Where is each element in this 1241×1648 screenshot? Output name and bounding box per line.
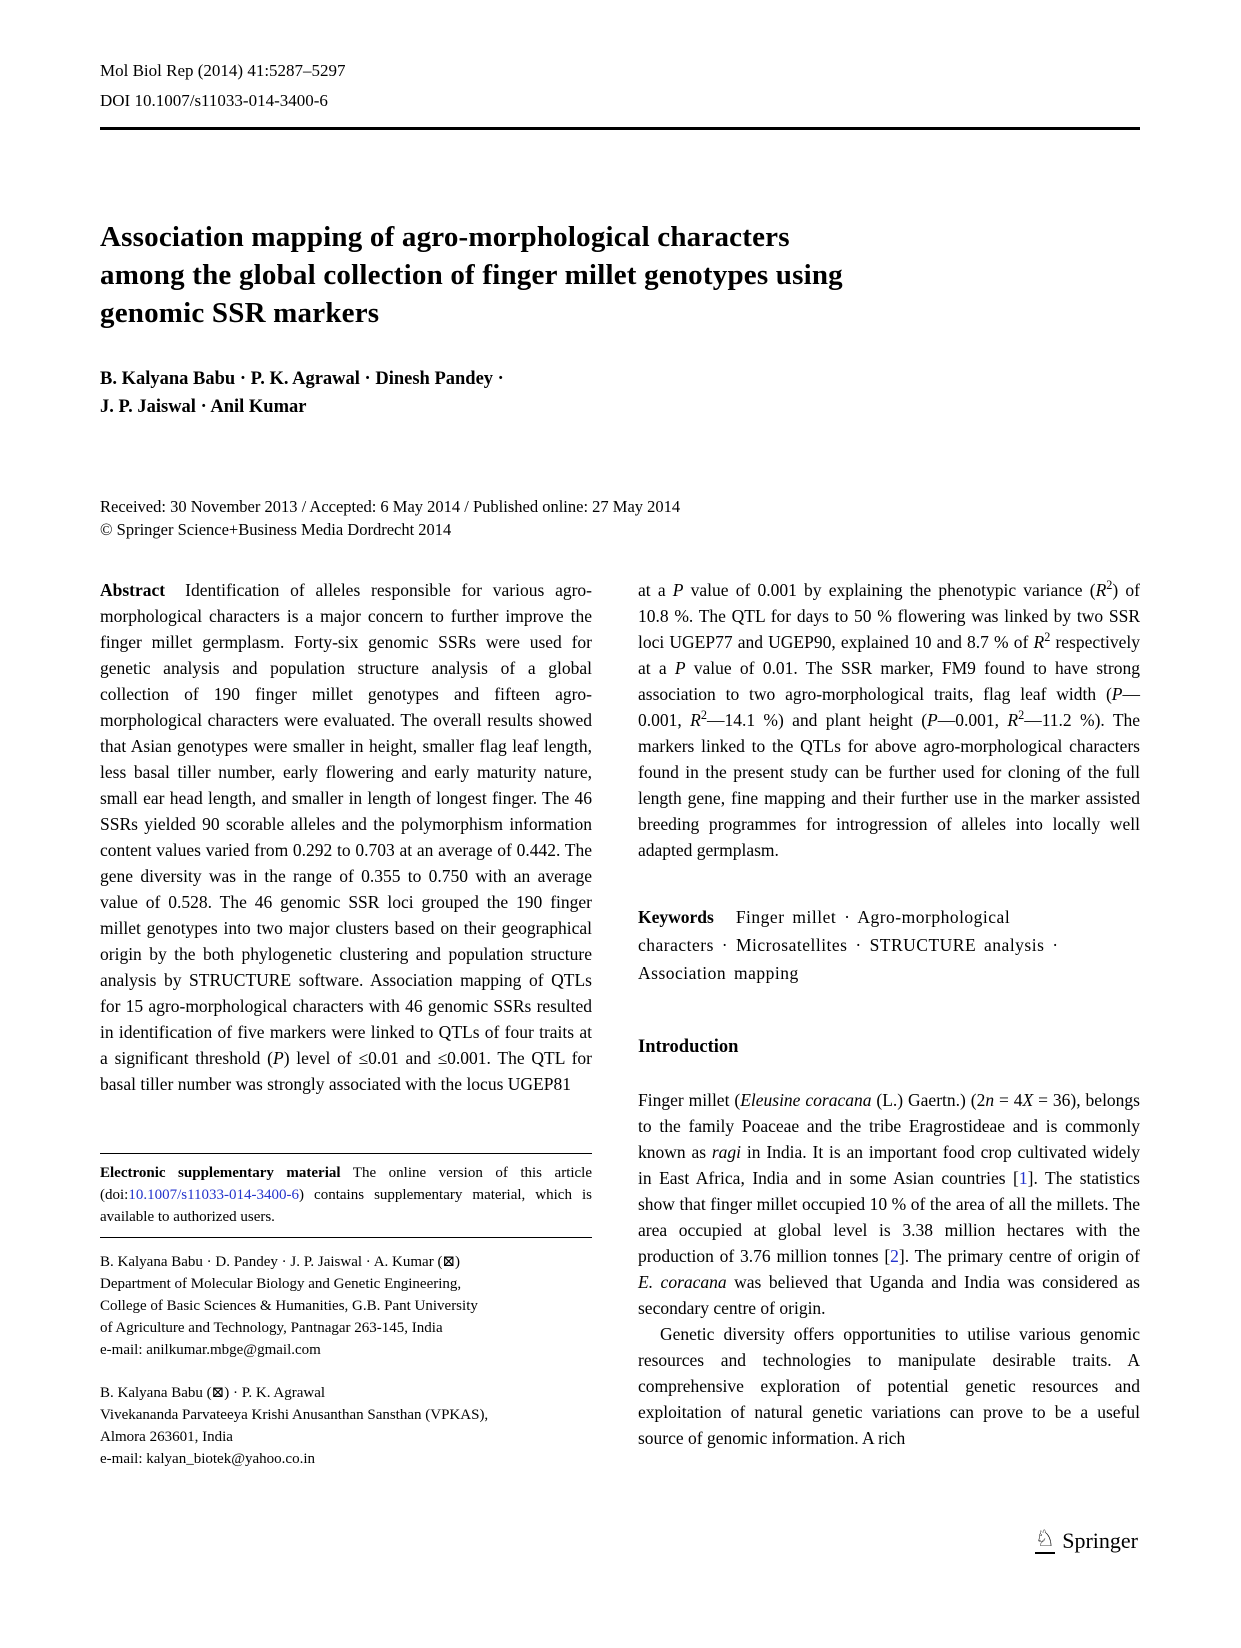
- affiliation-1-authors: B. Kalyana Babu · D. Pandey · J. P. Jaiswal · A. Kumar (⊠): [100, 1254, 461, 1270]
- text-run: 2: [1018, 708, 1025, 723]
- text-run: respectively at a: [638, 632, 1140, 678]
- text-run: P: [1111, 684, 1123, 704]
- page-title: [100, 218, 1140, 332]
- affiliation-2: [100, 1382, 592, 1470]
- text-run: ragi: [711, 1142, 742, 1162]
- text-run: P: [674, 658, 686, 678]
- copyright-line: © Springer Science+Business Media Dordrecht 2014: [100, 520, 452, 539]
- text-run: value of 0.001 by explaining the phenotypic variance (: [683, 580, 1096, 600]
- text-run: R: [1033, 632, 1045, 652]
- text-run: (L.) Gaertn.) (2: [871, 1090, 986, 1110]
- text-run: Identification of alleles responsible for various agro-morphological characters is a major concern to further improve the finger millet germplasm. Forty-six genomic SSRs were used for genetic analysis and population structure analysis of a global collection of 190 finger millet genotypes and fifteen agro-morphological characters were evaluated. The overall results showed that Asian genotypes were smaller in height, smaller flag leaf length, less basal tiller number, early flowering and early maturity nature, small ear head length, and smaller in length of longest finger. The 46 SSRs yielded 90 scorable alleles and the polymorphism information content values varied from 0.292 to 0.703 at an average of 0.442. The gene diversity was in the range of 0.355 to 0.750 with an average value of 0.528. The 46 genomic SSR loci grouped the 190 finger millet genotypes into two major clusters based on their geographical origin by the both phylogenetic clustering and population structure analysis by STRUCTURE software. Association mapping of QTLs for 15 agro-morphological characters with 46 genomic SSRs resulted in identification of five markers were linked to QTLs of four traits at a significant threshold (: [100, 580, 592, 1068]
- inline-link[interactable]: 10.1007/s11033-014-3400-6: [128, 1187, 300, 1203]
- footnote-block: [100, 1153, 592, 1470]
- keywords-section: [638, 903, 1140, 987]
- title-line-1: Association mapping of agro-morphological characters: [100, 221, 790, 253]
- header-divider: [100, 127, 1140, 130]
- esm-note: [100, 1154, 592, 1237]
- text-run: in India. It is an important food crop cultivated widely in East Africa, India and in some Asian countries [: [638, 1142, 1140, 1188]
- text-run: P: [272, 1048, 284, 1068]
- authors-line-2: J. P. Jaiswal · Anil Kumar: [100, 397, 307, 417]
- text-run: R: [1095, 580, 1107, 600]
- footnote-divider-bottom: [100, 1237, 592, 1238]
- text-run: Eleusine coracana: [740, 1090, 872, 1110]
- doi-line: DOI 10.1007/s11033-014-3400-6: [100, 91, 328, 110]
- affiliation-1-college: College of Basic Sciences & Humanities, G.B. Pant University: [100, 1298, 478, 1314]
- inline-link[interactable]: 2: [890, 1246, 899, 1266]
- affiliation-1: [100, 1251, 592, 1361]
- article-history: [100, 495, 1140, 541]
- keywords-line-3: Association mapping: [638, 963, 799, 983]
- text-run: E. coracana: [638, 1272, 727, 1292]
- springer-knight-icon: ♘: [1034, 1526, 1056, 1552]
- abstract-label: Abstract: [100, 580, 166, 600]
- text-run: ) of 10.8 %. The QTL for days to 50 % flowering was linked by two SSR loci UGEP77 and UGEP90, explained 10 and 8.7 % of: [638, 580, 1140, 652]
- journal-reference: Mol Biol Rep (2014) 41:5287–5297: [100, 61, 346, 80]
- text-run: —0.001,: [638, 684, 1140, 730]
- text-run: X: [1022, 1090, 1034, 1110]
- text-run: = 4: [994, 1090, 1023, 1110]
- abstract-continued: [638, 577, 1140, 863]
- text-run: n: [985, 1090, 995, 1110]
- keywords-label: Keywords: [638, 907, 714, 927]
- title-line-2: among the global collection of finger millet genotypes using: [100, 259, 843, 291]
- author-list: [100, 365, 1140, 421]
- text-run: 2: [700, 708, 707, 723]
- text-run: —14.1 %) and plant height (: [706, 710, 928, 730]
- text-run: P: [672, 580, 684, 600]
- left-column: [100, 577, 592, 1470]
- two-column-body: [100, 577, 1140, 1470]
- text-run: ]. The statistics show that finger millet occupied 10 % of the area of all the millets. The area occupied at global level is 3.38 million hectares with the production of 3.76 million tonnes [: [638, 1168, 1140, 1266]
- affiliation-1-email: e-mail: anilkumar.mbge@gmail.com: [100, 1342, 321, 1358]
- text-run: —11.2 %). The markers linked to the QTLs for above agro-morphological characters found in the present study can be further used for cloning of the full length gene, fine mapping and their further use in the marker assisted breeding programmes for introgression of alleles into locally well adapted germplasm.: [638, 710, 1141, 860]
- title-line-3: genomic SSR markers: [100, 297, 380, 329]
- keywords-line-1: [638, 903, 1140, 931]
- springer-logo: [1035, 1528, 1138, 1554]
- keywords-line-2: characters · Microsatellites · STRUCTURE analysis ·: [638, 935, 1059, 955]
- right-column: [638, 577, 1140, 1470]
- affiliation-1-address: of Agriculture and Technology, Pantnagar 263-145, India: [100, 1320, 443, 1336]
- text-run: ) level of ≤0.01 and ≤0.001. The QTL for basal tiller number was strongly associated with the locus UGEP81: [100, 1048, 592, 1094]
- text-run: —0.001,: [937, 710, 1008, 730]
- text-run: was believed that Uganda and India was considered as secondary centre of origin.: [638, 1272, 1140, 1318]
- inline-link[interactable]: 1: [1018, 1168, 1028, 1188]
- text-run: ]. The primary centre of origin of: [898, 1246, 1140, 1266]
- text-run: R: [690, 710, 701, 730]
- journal-header: [100, 56, 1140, 116]
- keywords-text-1: Finger millet · Agro-morphological: [735, 907, 1011, 927]
- text-run: = 36), belongs to the family Poaceae and the tribe Eragrostideae and is commonly known as: [638, 1090, 1140, 1162]
- received-line: Received: 30 November 2013 / Accepted: 6 May 2014 / Published online: 27 May 2014: [100, 497, 681, 516]
- affiliation-2-email: e-mail: kalyan_biotek@yahoo.co.in: [100, 1451, 316, 1467]
- text-run: ) contains supplementary material, which is available to authorized users.: [100, 1187, 592, 1225]
- introduction-heading: Introduction: [638, 1037, 739, 1057]
- affiliation-2-authors: B. Kalyana Babu (⊠) · P. K. Agrawal: [100, 1385, 326, 1401]
- springer-label: Springer: [1062, 1528, 1138, 1553]
- text-run: R: [1007, 710, 1019, 730]
- text-run: 2: [1044, 630, 1051, 645]
- abstract-paragraph: [100, 577, 592, 1097]
- affiliation-1-dept: Department of Molecular Biology and Genetic Engineering,: [100, 1276, 462, 1292]
- introduction-paragraph-2: Genetic diversity offers opportunities to utilise various genomic resources and technologies to manipulate desirable traits. A comprehensive exploration of potential genetic resources and exploitation of natural genetic variations can prove to be a useful source of genomic information. A rich: [638, 1324, 1140, 1448]
- text-run: Finger millet (: [638, 1090, 741, 1110]
- authors-line-1: B. Kalyana Babu · P. K. Agrawal · Dinesh Pandey ·: [100, 369, 504, 389]
- affiliation-2-address: Almora 263601, India: [100, 1429, 233, 1445]
- text-run: at a: [638, 580, 673, 600]
- text-run: P: [927, 710, 938, 730]
- text-run: 2: [1106, 578, 1113, 593]
- affiliation-2-institute: Vivekananda Parvateeya Krishi Anusanthan Sansthan (VPKAS),: [100, 1407, 489, 1423]
- abstract-text-col1: [100, 580, 592, 1094]
- text-run: The online version of this article (doi:: [100, 1165, 593, 1203]
- introduction-paragraph-1: [638, 1087, 1140, 1321]
- text-run: value of 0.01. The SSR marker, FM9 found to have strong association to two agro-morphological traits, flag leaf width (: [638, 658, 1140, 704]
- text-run: Electronic supplementary material: [100, 1165, 341, 1181]
